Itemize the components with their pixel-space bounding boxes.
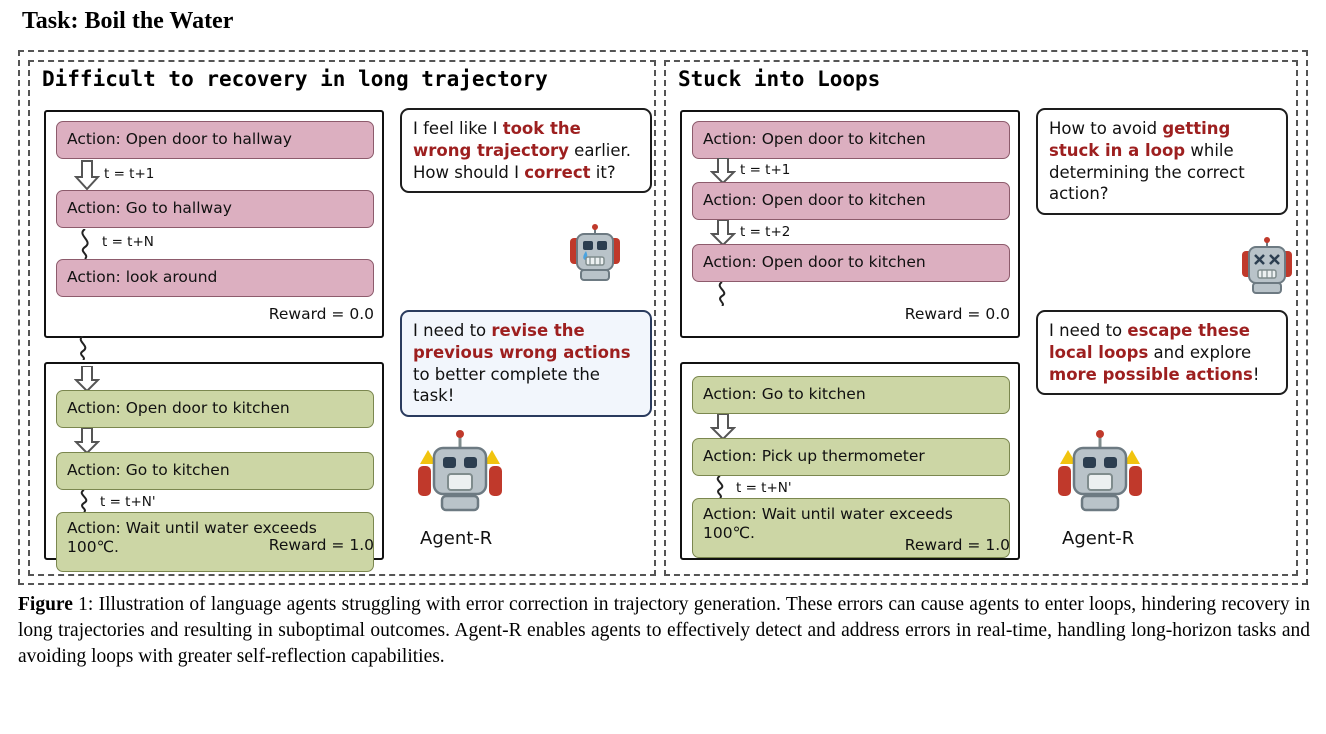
task-title: Task: Boil the Water: [22, 8, 234, 34]
transition-label: t = t+N: [102, 234, 154, 250]
loop-question-bubble: [1036, 108, 1288, 215]
reflection-answer-bubble: [400, 310, 652, 417]
left-good-trajectory-box: [44, 362, 384, 560]
left-bad-trajectory-box: [44, 110, 384, 338]
action-box: Action: Go to kitchen: [56, 452, 374, 490]
action-box: Action: Open door to kitchen: [692, 121, 1010, 159]
caption-number: 1: [78, 594, 88, 615]
agent-robot-icon: [412, 430, 508, 526]
action-box: Action: Go to hallway: [56, 190, 374, 228]
agent-label: Agent-R: [420, 528, 493, 549]
bubble-text: How to avoid getting stuck in a loop while determining the correct action?: [1049, 119, 1245, 204]
transition-label: t = t+N': [100, 494, 156, 510]
bubble-text: I feel like I took the wrong trajectory earlier. How should I correct it?: [413, 119, 632, 182]
squiggle-connector-icon: [72, 336, 94, 360]
action-box: Action: Open door to hallway: [56, 121, 374, 159]
figure-caption: [18, 592, 1310, 670]
panel-left-title: Difficult to recovery in long trajectory: [42, 67, 548, 91]
crying-robot-icon: [564, 224, 626, 286]
agent-label: Agent-R: [1062, 528, 1135, 549]
action-box: Action: Go to kitchen: [692, 376, 1010, 414]
action-box: Action: Pick up thermometer: [692, 438, 1010, 476]
dizzy-robot-icon: [1236, 237, 1298, 299]
bubble-text: I need to revise the previous wrong actions to better complete the task!: [413, 321, 631, 406]
panel-loops: [664, 60, 1298, 576]
caption-text: Illustration of language agents struggling with error correction in trajectory generation. These errors can cause agents to enter loops, hindering recovery in long trajectories and resulting in suboptimal outcomes. Agent-R enables agents to effectively detect and address errors in real-time, handling long-horizon tasks and avoiding loops with greater self-reflection capabilities.: [18, 594, 1310, 667]
panel-right-title: Stuck into Loops: [678, 67, 881, 91]
transition-label: t = t+1: [104, 166, 155, 182]
squiggle-connector-icon: [710, 476, 730, 498]
caption-label: Figure: [18, 594, 73, 615]
caption-number-wrap: 1:: [78, 594, 99, 615]
down-arrow-icon: [710, 220, 736, 246]
right-bad-trajectory-box: [680, 110, 1020, 338]
down-arrow-icon: [74, 428, 100, 454]
loop-answer-bubble: [1036, 310, 1288, 395]
right-good-trajectory-box: [680, 362, 1020, 560]
action-box: Action: Wait until water exceeds 100℃.: [56, 512, 374, 572]
reward-label: Reward = 0.0: [268, 305, 374, 323]
figure-outer-frame: [18, 50, 1308, 585]
action-box: Action: Open door to kitchen: [692, 182, 1010, 220]
squiggle-connector-icon: [74, 229, 96, 259]
down-arrow-icon: [710, 158, 736, 184]
reward-label: Reward = 1.0: [268, 536, 374, 554]
panel-long-trajectory: [28, 60, 656, 576]
reward-label: Reward = 0.0: [904, 305, 1010, 323]
reflection-question-bubble: [400, 108, 652, 193]
agent-robot-icon: [1052, 430, 1148, 526]
transition-label: t = t+1: [740, 162, 791, 178]
transition-label: t = t+N': [736, 480, 792, 496]
down-arrow-icon: [74, 160, 100, 190]
bubble-text: I need to escape these local loops and explore more possible actions!: [1049, 321, 1260, 384]
squiggle-connector-icon: [712, 282, 732, 306]
action-box: Action: look around: [56, 259, 374, 297]
squiggle-connector-icon: [74, 490, 94, 512]
action-box: Action: Wait until water exceeds 100℃.: [692, 498, 1010, 558]
down-arrow-icon: [74, 366, 100, 392]
action-box: Action: Open door to kitchen: [692, 244, 1010, 282]
reward-label: Reward = 1.0: [904, 536, 1010, 554]
down-arrow-icon: [710, 414, 736, 440]
transition-label: t = t+2: [740, 224, 791, 240]
action-box: Action: Open door to kitchen: [56, 390, 374, 428]
